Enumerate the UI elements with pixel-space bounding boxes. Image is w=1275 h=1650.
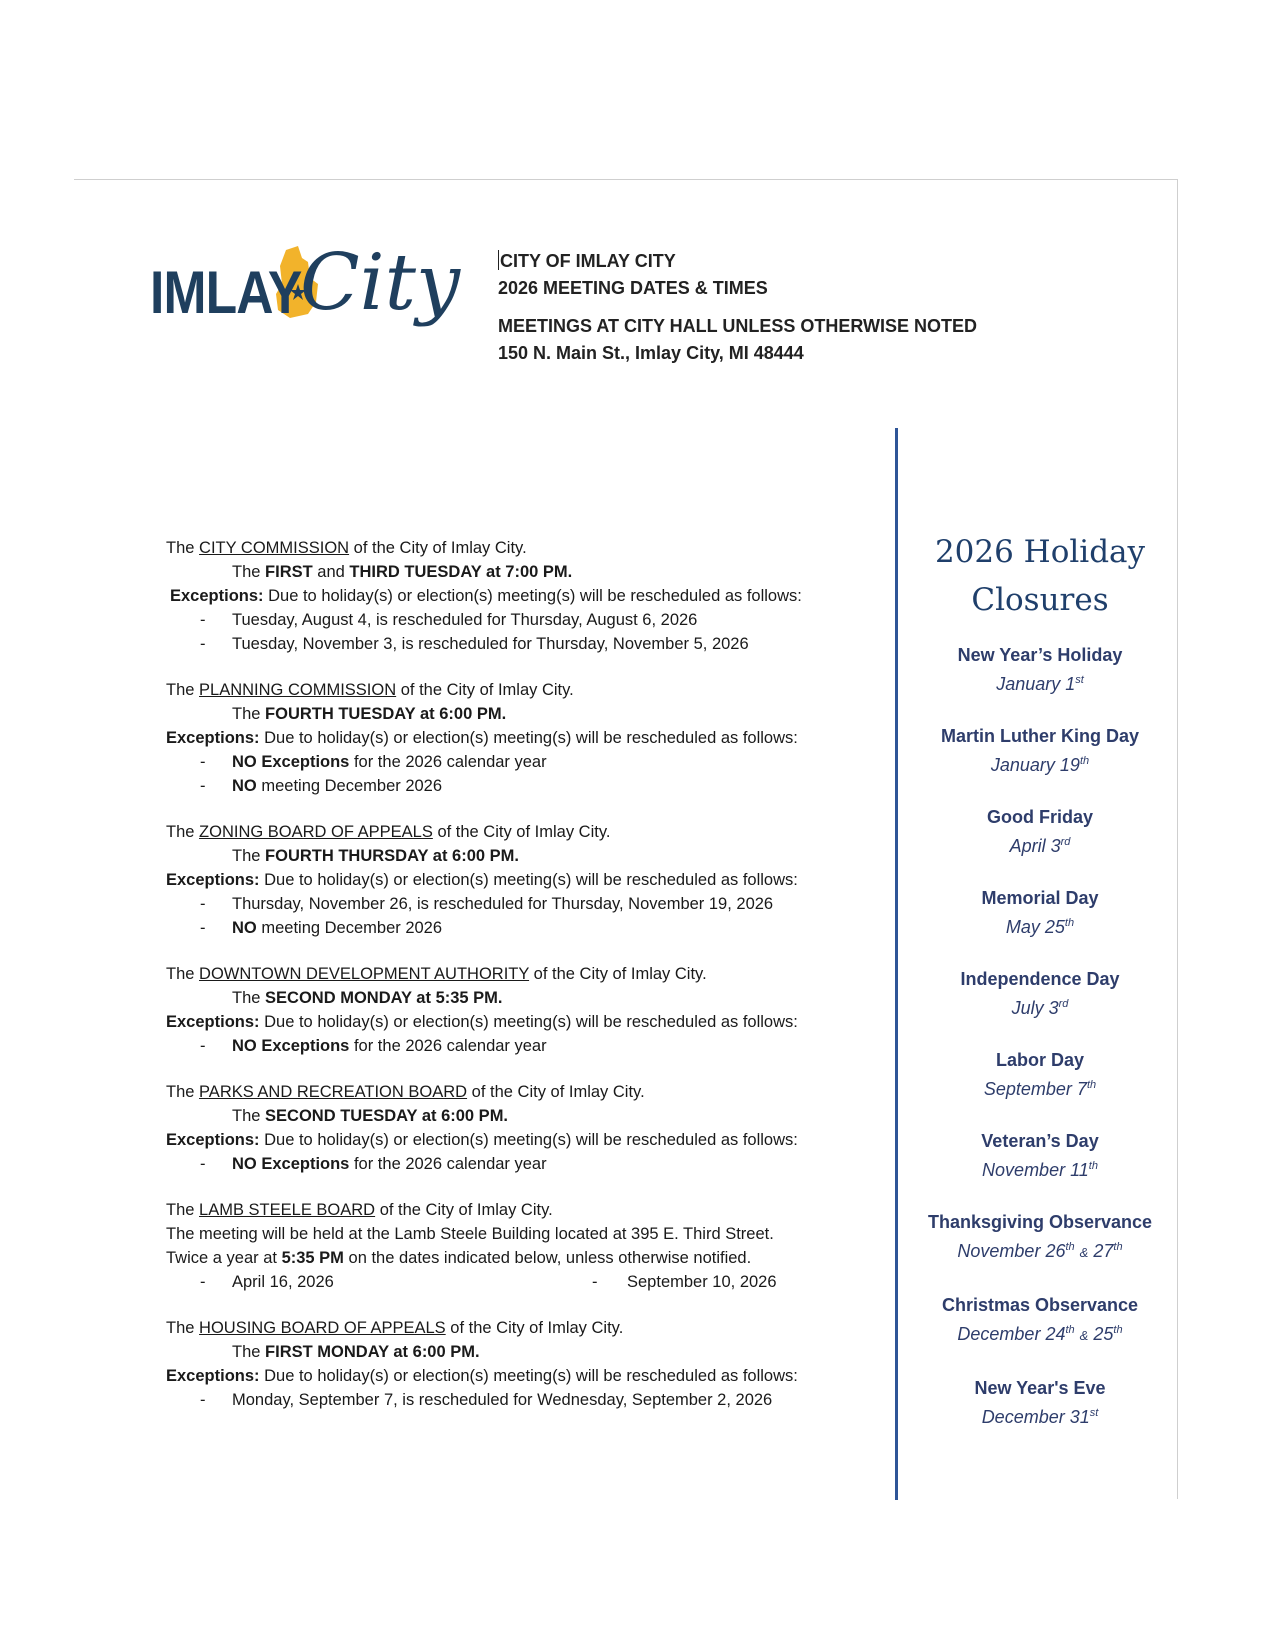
meeting-housing-board-of-appeals [166, 1316, 886, 1412]
document-header [498, 248, 977, 367]
holiday-item: Christmas Observance December 24th & 25th [941, 1295, 1139, 1344]
list-item: - Tuesday, November 3, is rescheduled for Thursday, November 5, 2026 [200, 635, 749, 653]
meeting-name: PLANNING COMMISSION [199, 681, 397, 699]
header-line-4: 150 N. Main St., Imlay City, MI 48444 [498, 343, 804, 363]
meeting-planning-commission [166, 678, 886, 798]
holiday-item: Good Friday April 3rd [986, 807, 1093, 856]
header-line-3: MEETINGS AT CITY HALL UNLESS OTHERWISE NOTED [498, 316, 978, 336]
meeting-dates [166, 1270, 886, 1294]
meeting-city-commission [166, 536, 886, 656]
meetings-list [166, 536, 886, 1434]
meeting-zoning-board-of-appeals [166, 820, 886, 940]
meeting-title: The ZONING BOARD OF APPEALS of the City of Imlay City. [166, 823, 611, 841]
meeting-lamb-steele-board [166, 1198, 886, 1294]
meeting-exceptions: Exceptions: Due to holiday(s) or election(s) meeting(s) will be rescheduled as follows: [166, 1013, 798, 1031]
meeting-name: CITY COMMISSION [199, 539, 350, 557]
logo-word-city: City [300, 238, 461, 328]
list-item: - April 16, 2026 [200, 1273, 334, 1291]
list-item: - NO Exceptions for the 2026 calendar year [200, 753, 547, 771]
meeting-schedule: The FOURTH TUESDAY at 6:00 PM. [232, 705, 507, 723]
meeting-name: HOUSING BOARD OF APPEALS [199, 1319, 446, 1337]
header-line-2: 2026 MEETING DATES & TIMES [498, 278, 768, 298]
list-item: - NO Exceptions for the 2026 calendar year [200, 1155, 547, 1173]
list-item: - September 10, 2026 [592, 1273, 777, 1291]
meeting-name: DOWNTOWN DEVELOPMENT AUTHORITY [199, 965, 530, 983]
holiday-item: Martin Luther King Day January 19th [940, 726, 1139, 775]
meeting-title: The PLANNING COMMISSION of the City of Imlay City. [166, 681, 574, 699]
holiday-closures-title: 2026 Holiday Closures [934, 534, 1146, 618]
meeting-exceptions: Exceptions: Due to holiday(s) or election(s) meeting(s) will be rescheduled as follows: [166, 1367, 798, 1385]
meeting-parks-and-recreation-board [166, 1080, 886, 1176]
text-cursor [498, 250, 499, 270]
meeting-title: The HOUSING BOARD OF APPEALS of the City of Imlay City. [166, 1319, 624, 1337]
holiday-closures [905, 528, 1175, 1456]
holiday-item: Labor Day September 7th [983, 1050, 1097, 1099]
meeting-exceptions: Exceptions: Due to holiday(s) or election(s) meeting(s) will be rescheduled as follows: [170, 587, 802, 605]
list-item: - NO Exceptions for the 2026 calendar year [200, 1037, 547, 1055]
holiday-item: Veteran’s Day November 11th [981, 1131, 1099, 1180]
meeting-name: PARKS AND RECREATION BOARD [199, 1083, 468, 1101]
meeting-exceptions: Exceptions: Due to holiday(s) or election(s) meeting(s) will be rescheduled as follows: [166, 729, 798, 747]
list-item: - NO meeting December 2026 [200, 919, 443, 937]
meeting-downtown-development-authority [166, 962, 886, 1058]
meeting-name: LAMB STEELE BOARD [199, 1201, 376, 1219]
column-divider [895, 428, 898, 1500]
meeting-exceptions: Exceptions: Due to holiday(s) or election(s) meeting(s) will be rescheduled as follows: [166, 1131, 798, 1149]
list-item: - Monday, September 7, is rescheduled for Wednesday, September 2, 2026 [200, 1391, 773, 1409]
imlay-city-logo [150, 238, 461, 384]
list-item: - Thursday, November 26, is rescheduled for Thursday, November 19, 2026 [200, 895, 774, 913]
meeting-schedule: The FOURTH THURSDAY at 6:00 PM. [232, 847, 519, 865]
meeting-name: ZONING BOARD OF APPEALS [199, 823, 433, 841]
logo-word-imlay: IMLAY [150, 259, 302, 326]
meeting-title: The PARKS AND RECREATION BOARD of the City of Imlay City. [166, 1083, 645, 1101]
list-item: - Tuesday, August 4, is rescheduled for Thursday, August 6, 2026 [200, 611, 698, 629]
header-city-name: CITY OF IMLAY CITY [500, 251, 676, 271]
holiday-item: Thanksgiving Observance November 26th & 27th [927, 1212, 1153, 1261]
holiday-item: Independence Day July 3rd [960, 969, 1120, 1018]
meeting-title: The CITY COMMISSION of the City of Imlay City. [166, 539, 527, 557]
meeting-schedule: The SECOND MONDAY at 5:35 PM. [232, 989, 503, 1007]
meeting-schedule: The SECOND TUESDAY at 6:00 PM. [232, 1107, 509, 1125]
header-line-1 [498, 248, 977, 275]
meeting-title: The DOWNTOWN DEVELOPMENT AUTHORITY of the City of Imlay City. [166, 965, 707, 983]
meeting-exceptions: Exceptions: Due to holiday(s) or election(s) meeting(s) will be rescheduled as follows: [166, 871, 798, 889]
meeting-schedule: The FIRST MONDAY at 6:00 PM. [232, 1343, 480, 1361]
meeting-location: The meeting will be held at the Lamb Steele Building located at 395 E. Third Street. [166, 1225, 774, 1243]
holiday-item: Memorial Day May 25th [981, 888, 1099, 937]
holiday-item: New Year's Eve December 31st [974, 1378, 1106, 1427]
meeting-schedule: Twice a year at 5:35 PM on the dates indicated below, unless otherwise notified. [166, 1249, 752, 1267]
list-item: - NO meeting December 2026 [200, 777, 443, 795]
holiday-item: New Year’s Holiday January 1st [957, 645, 1123, 694]
meeting-title: The LAMB STEELE BOARD of the City of Imlay City. [166, 1201, 553, 1219]
meeting-schedule: The FIRST and THIRD TUESDAY at 7:00 PM. [232, 563, 573, 581]
